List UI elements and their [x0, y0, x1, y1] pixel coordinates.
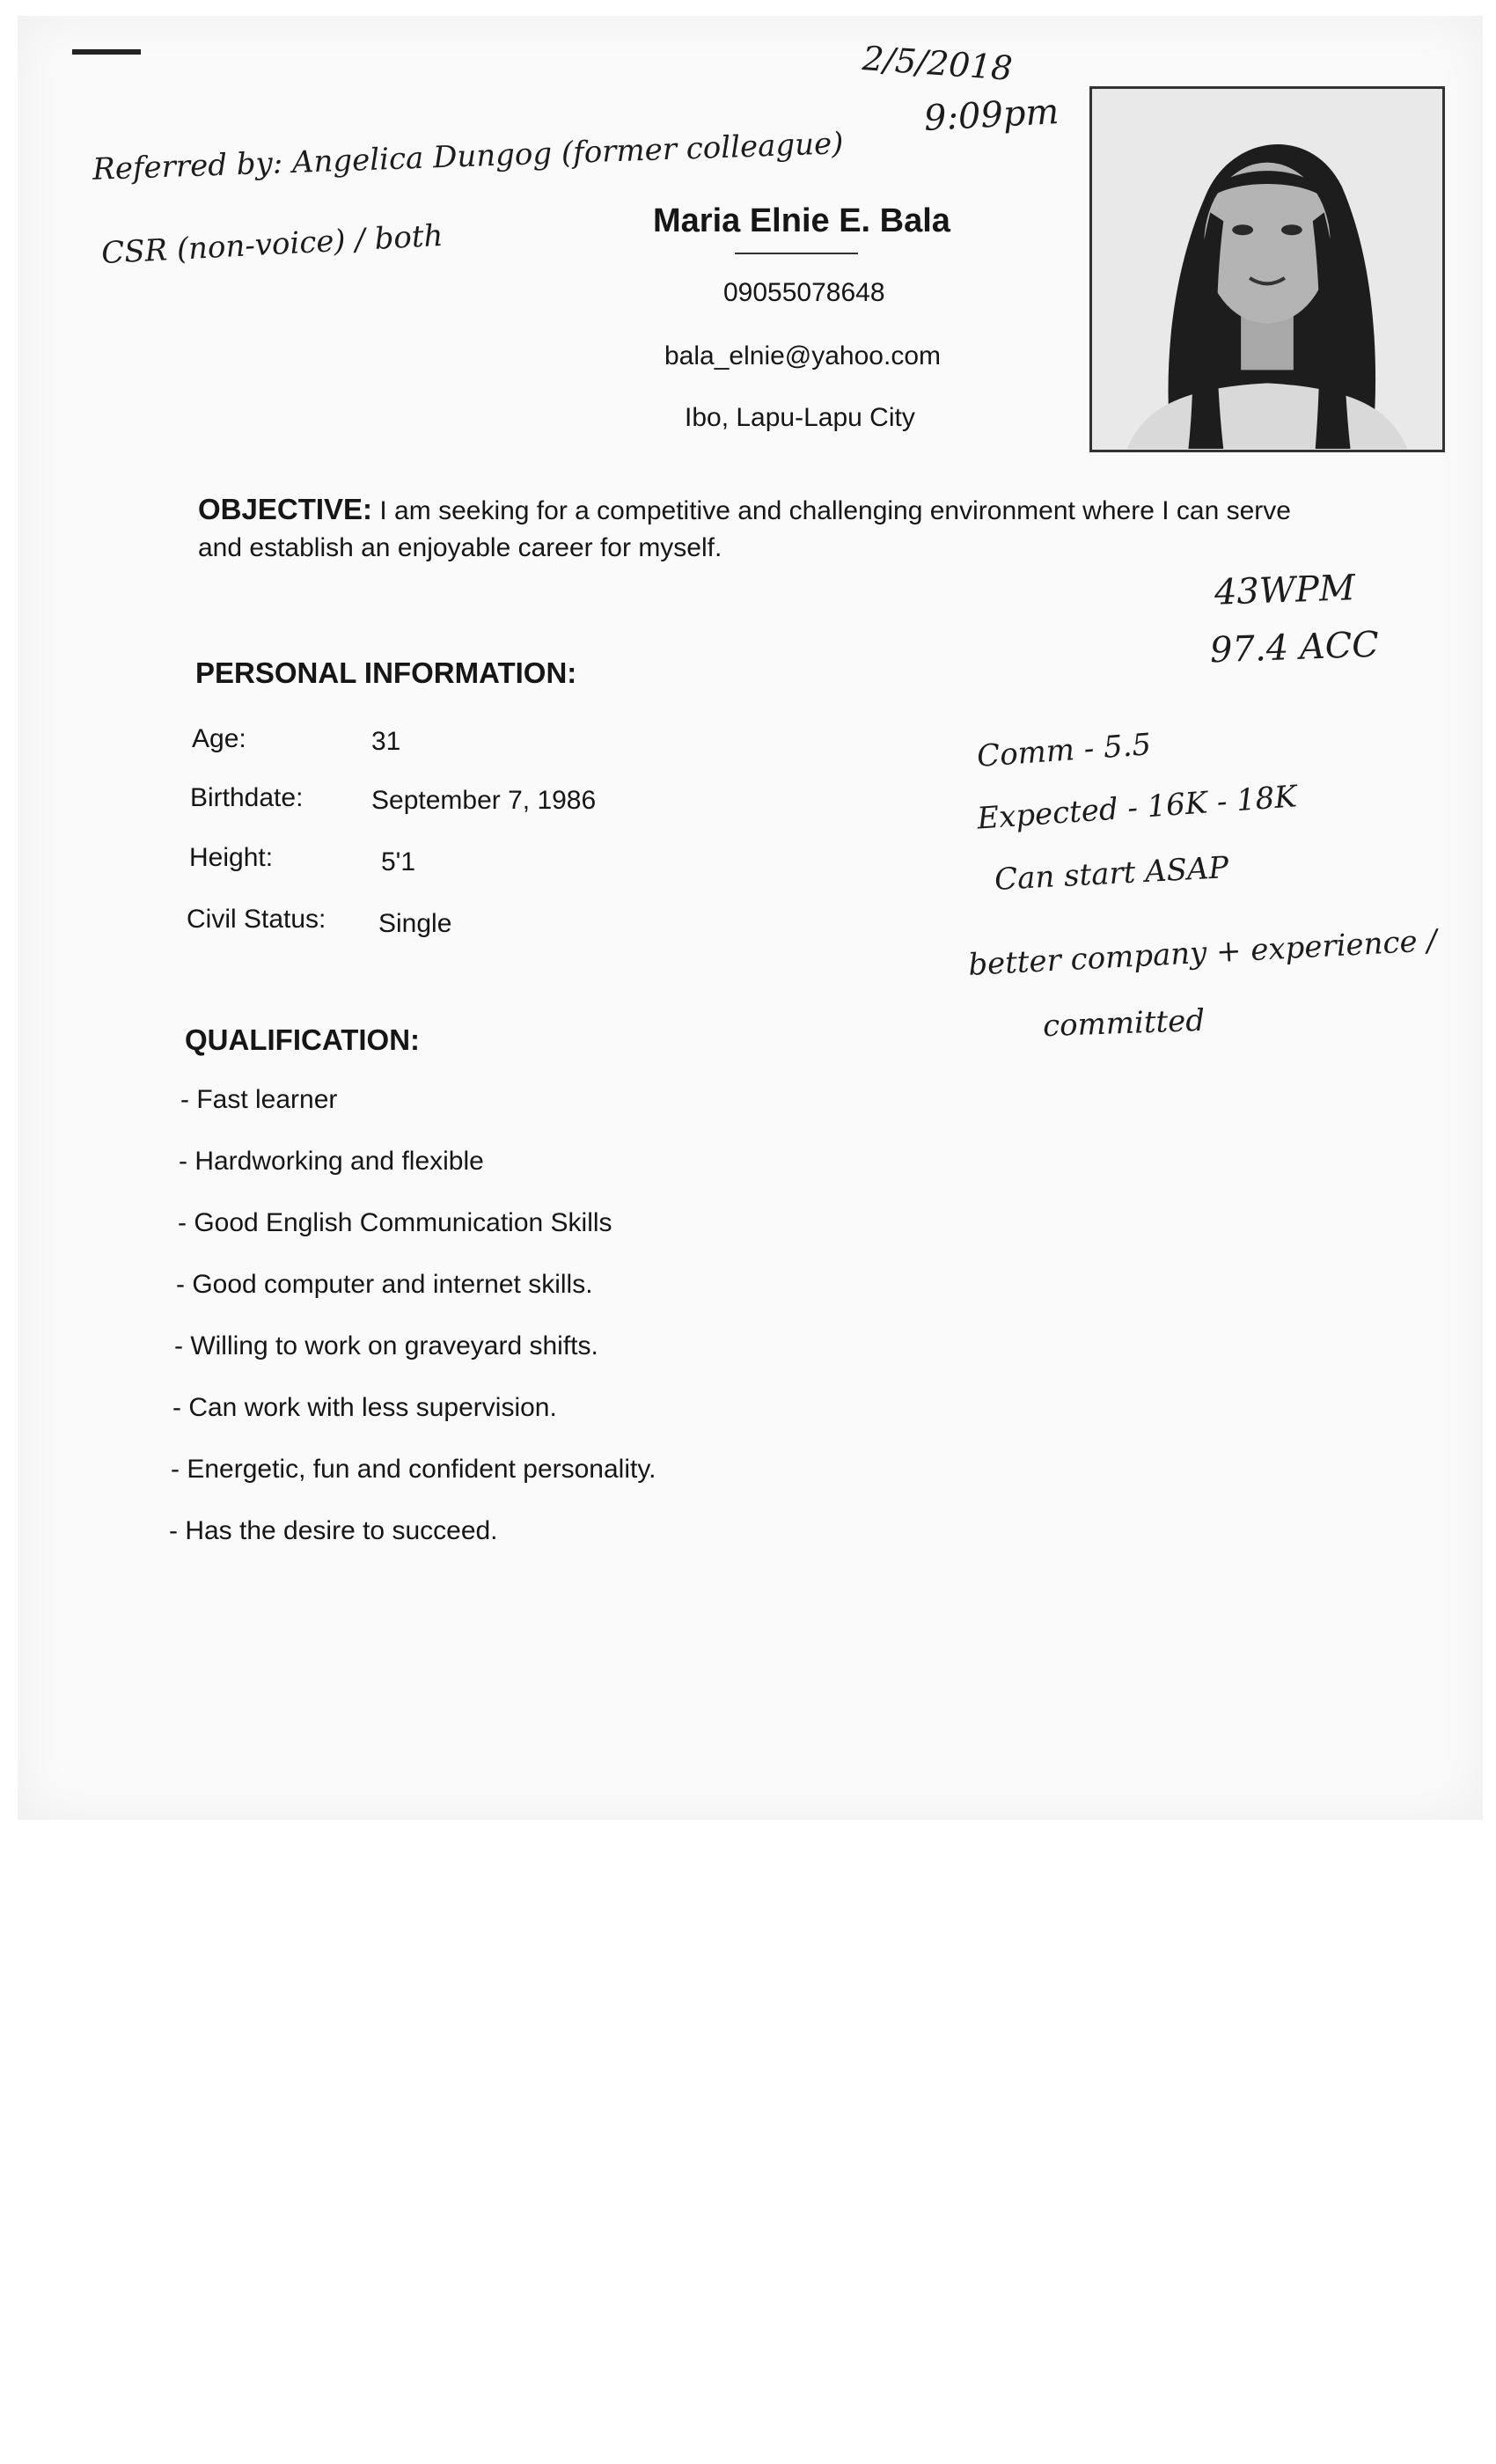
age-label: Age: [192, 724, 246, 753]
resume-page [18, 16, 1483, 1820]
qualification-item: - Can work with less supervision. [172, 1393, 557, 1422]
qualification-item: - Fast learner [180, 1085, 338, 1114]
objective-label: OBJECTIVE: [198, 493, 373, 525]
handwritten-date: 2/5/2018 [861, 39, 1014, 88]
name-underline [735, 253, 858, 254]
height-label: Height: [189, 843, 274, 872]
objective-section [198, 491, 1342, 567]
qualification-item: - Hardworking and flexible [179, 1147, 484, 1176]
qualification-item: - Willing to work on graveyard shifts. [174, 1331, 598, 1360]
qualification-title: QUALIFICATION: [185, 1023, 421, 1056]
applicant-name: Maria Elnie E. Bala [653, 202, 950, 239]
handwritten-accuracy: 97.4 ACC [1209, 624, 1380, 671]
handwritten-expected-salary: Expected - 16K - 18K [976, 779, 1298, 837]
personal-info-title: PERSONAL INFORMATION: [195, 656, 577, 689]
civil-status-value: Single [378, 909, 452, 938]
height-value: 5'1 [381, 847, 416, 876]
handwritten-time: 9:09pm [922, 92, 1060, 139]
qualification-item: - Has the desire to succeed. [169, 1516, 498, 1545]
handwritten-position: CSR (non-voice) / both [100, 217, 444, 272]
handwritten-reason: better company + experience / [967, 923, 1438, 983]
handwritten-typing-speed: 43WPM [1214, 568, 1356, 613]
applicant-photo [1089, 86, 1445, 452]
portrait-image [1092, 89, 1442, 450]
qualification-item: - Good English Communication Skills [178, 1208, 612, 1237]
birthdate-label: Birthdate: [190, 783, 304, 812]
handwritten-reason-2: committed [1042, 1002, 1206, 1045]
scan-mark [72, 49, 141, 55]
handwritten-start-date: Can start ASAP [994, 850, 1230, 898]
email-address: bala_elnie@yahoo.com [664, 341, 941, 370]
objective-text: I am seeking for a competitive and challenging environment where I can serve and establish an enjoyable career for myself. [198, 496, 1291, 562]
handwritten-comm-score: Comm - 5.5 [975, 727, 1153, 774]
phone-number: 09055078648 [723, 278, 885, 307]
civil-status-label: Civil Status: [187, 905, 326, 934]
handwritten-referral: Referred by: Angelica Dungog (former colleague) [92, 126, 845, 187]
home-address: Ibo, Lapu-Lapu City [685, 403, 915, 432]
qualification-item: - Good computer and internet skills. [176, 1270, 593, 1299]
age-value: 31 [371, 727, 401, 756]
birthdate-value: September 7, 1986 [371, 786, 597, 815]
qualification-item: - Energetic, fun and confident personality. [171, 1455, 656, 1484]
